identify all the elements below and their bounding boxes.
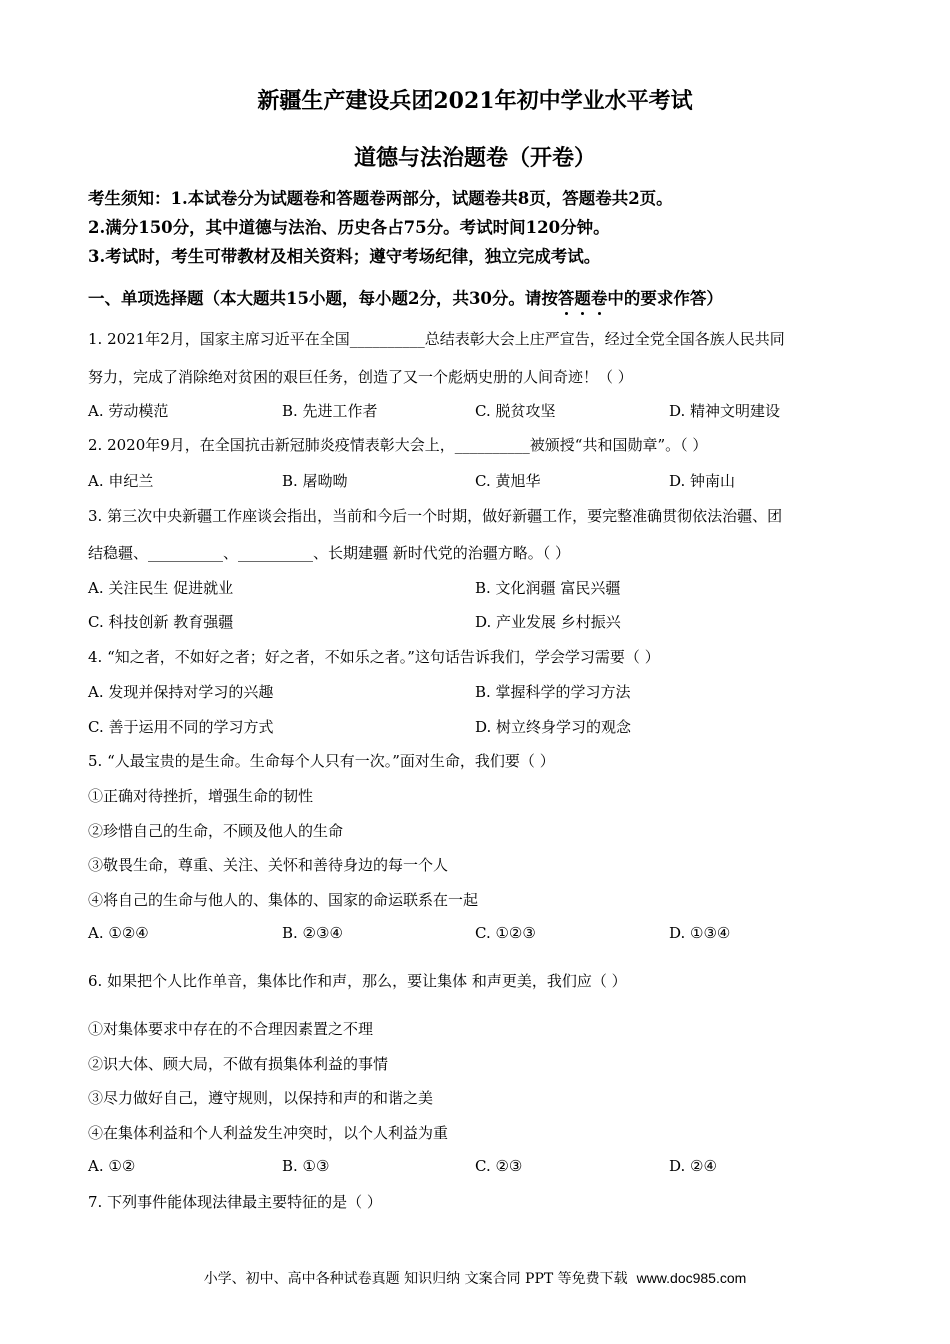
emphasis-char: 答 bbox=[558, 285, 575, 309]
q6-option-c: C. ②③ bbox=[475, 1157, 523, 1175]
exam-title: 新疆生产建设兵团2021年初中学业水平考试 bbox=[257, 88, 693, 114]
footer-text: 小学、初中、高中各种试卷真题 知识归纳 文案合同 PPT 等免费下载 bbox=[203, 1271, 628, 1287]
q4-option-c: C. 善于运用不同的学习方式 bbox=[88, 718, 274, 736]
section-heading bbox=[88, 285, 723, 309]
emphasis-char: 题 bbox=[574, 285, 591, 309]
q4-option-b: B. 掌握科学的学习方法 bbox=[475, 683, 631, 701]
notice-line-2: 2.满分150分，其中道德与法治、历史各占75分。考试时间120分钟。 bbox=[88, 218, 610, 237]
q4-option-d: D. 树立终身学习的观念 bbox=[475, 718, 632, 736]
page-footer bbox=[0, 1268, 950, 1288]
section-heading-emphasis bbox=[558, 289, 608, 308]
q6-option-a: A. ①② bbox=[88, 1157, 136, 1175]
q5-item-2: ②珍惜自己的生命，不顾及他人的生命 bbox=[88, 822, 344, 840]
q6-item-3: ③尽力做好自己，遵守规则，以保持和声的和谐之美 bbox=[88, 1089, 434, 1107]
q1-stem-line2: 努力，完成了消除绝对贫困的艰巨任务，创造了又一个彪炳史册的人间奇迹！（ ） bbox=[88, 368, 633, 386]
q6-option-d: D. ②④ bbox=[669, 1157, 717, 1175]
q1-option-b: B. 先进工作者 bbox=[282, 402, 378, 420]
q6-item-2: ②识大体、顾大局，不做有损集体利益的事情 bbox=[88, 1055, 389, 1073]
q7-stem: 7. 下列事件能体现法律最主要特征的是（ ） bbox=[88, 1193, 382, 1211]
footer-url: www.doc985.com bbox=[636, 1270, 747, 1286]
q5-stem: 5. “人最宝贵的是生命。生命每个人只有一次。”面对生命，我们要（ ） bbox=[88, 752, 555, 770]
q4-stem: 4. “知之者，不如好之者；好之者，不如乐之者。”这句话告诉我们，学会学习需要（ ） bbox=[88, 648, 660, 666]
q3-option-b: B. 文化润疆 富民兴疆 bbox=[475, 579, 621, 597]
exam-subtitle: 道德与法治题卷（开卷） bbox=[353, 145, 596, 171]
q6-stem: 6. 如果把个人比作单音，集体比作和声，那么，要让集体 和声更美，我们应（ ） bbox=[88, 972, 627, 990]
q6-item-4: ④在集体利益和个人利益发生冲突时，以个人利益为重 bbox=[88, 1124, 449, 1142]
notice-line-3: 3.考试时，考生可带教材及相关资料；遵守考场纪律，独立完成考试。 bbox=[88, 247, 601, 266]
q2-option-c: C. 黄旭华 bbox=[475, 472, 541, 490]
q6-item-1: ①对集体要求中存在的不合理因素置之不理 bbox=[88, 1020, 374, 1038]
q2-option-a: A. 申纪兰 bbox=[88, 472, 154, 490]
q2-stem: 2. 2020年9月，在全国抗击新冠肺炎疫情表彰大会上，__________被颁授“共和国勋章”。（ ） bbox=[88, 436, 708, 454]
q4-option-a: A. 发现并保持对学习的兴趣 bbox=[88, 683, 274, 701]
notice-line-1: 考生须知：1.本试卷分为试题卷和答题卷两部分，试题卷共8页，答题卷共2页。 bbox=[88, 189, 673, 208]
q1-option-d: D. 精神文明建设 bbox=[669, 402, 781, 420]
q1-option-c: C. 脱贫攻坚 bbox=[475, 402, 556, 420]
q5-option-d: D. ①③④ bbox=[669, 924, 731, 942]
section-heading-suffix: 中的要求作答） bbox=[607, 289, 723, 308]
q5-item-1: ①正确对待挫折，增强生命的韧性 bbox=[88, 787, 314, 805]
q5-item-3: ③敬畏生命，尊重、关注、关怀和善待身边的每一个人 bbox=[88, 856, 449, 874]
q6-option-b: B. ①③ bbox=[282, 1157, 330, 1175]
q2-option-b: B. 屠呦呦 bbox=[282, 472, 348, 490]
q5-option-c: C. ①②③ bbox=[475, 924, 536, 942]
q5-item-4: ④将自己的生命与他人的、集体的、国家的命运联系在一起 bbox=[88, 891, 479, 909]
emphasis-char: 卷 bbox=[591, 285, 608, 309]
q2-option-d: D. 钟南山 bbox=[669, 472, 736, 490]
q3-stem-line1: 3. 第三次中央新疆工作座谈会指出，当前和今后一个时期，做好新疆工作，要完整准确贯彻依法治疆、团 bbox=[88, 507, 783, 525]
q3-option-a: A. 关注民生 促进就业 bbox=[88, 579, 234, 597]
q3-option-d: D. 产业发展 乡村振兴 bbox=[475, 613, 621, 631]
q5-option-a: A. ①②④ bbox=[88, 924, 149, 942]
q1-option-a: A. 劳动模范 bbox=[88, 402, 169, 420]
q3-stem-line2: 结稳疆、__________、__________、长期建疆 新时代党的治疆方略。（ ） bbox=[88, 544, 571, 562]
q3-option-c: C. 科技创新 教育强疆 bbox=[88, 613, 234, 631]
q1-stem-line1: 1. 2021年2月，国家主席习近平在全国__________总结表彰大会上庄严宣告，经过全党全国各族人民共同 bbox=[88, 330, 785, 348]
section-heading-prefix: 一、单项选择题（本大题共15小题，每小题2分，共30分。请按 bbox=[88, 289, 558, 308]
q5-option-b: B. ②③④ bbox=[282, 924, 343, 942]
